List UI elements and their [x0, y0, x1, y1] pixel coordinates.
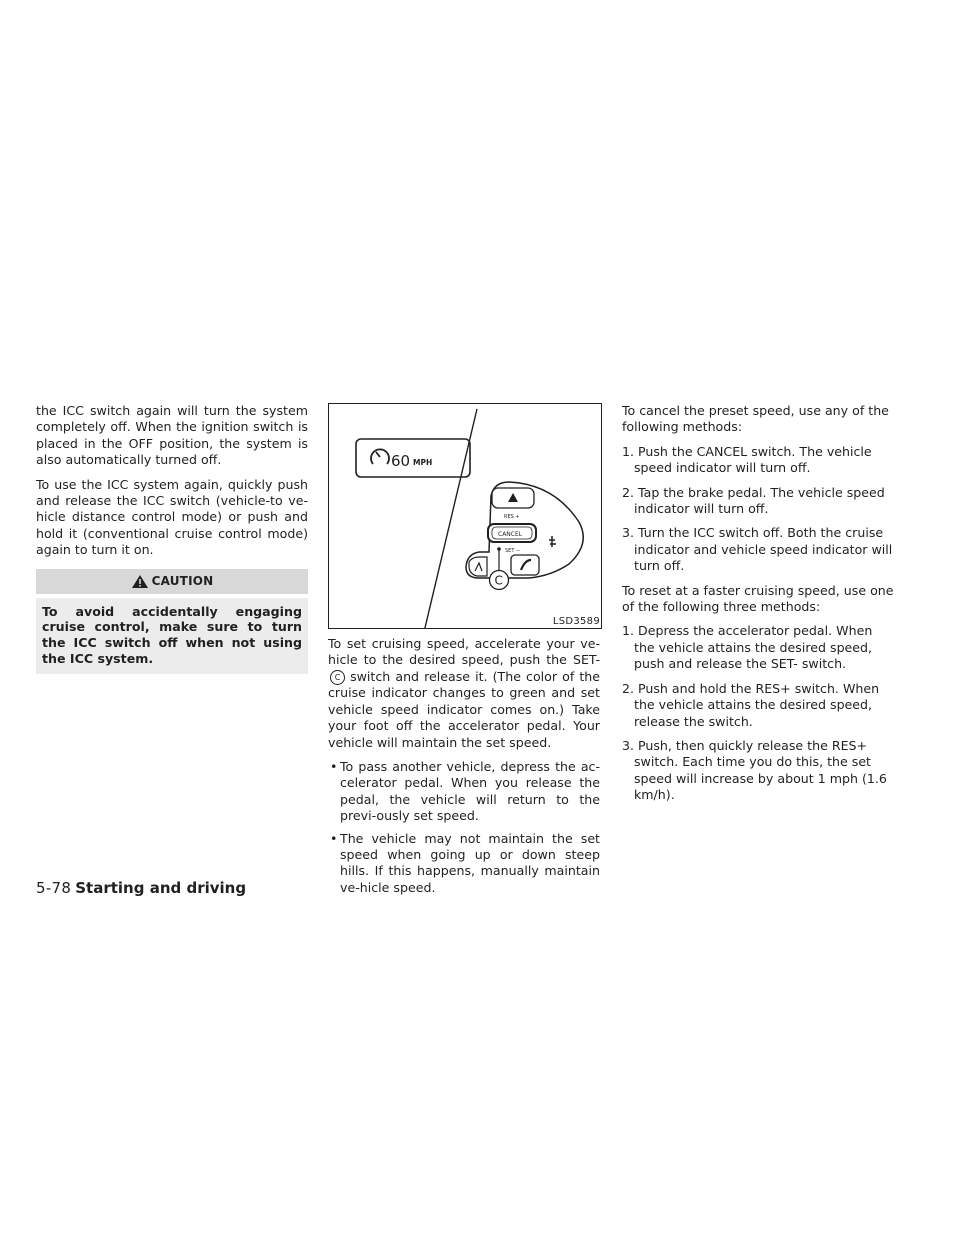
callout-label: C	[494, 573, 503, 588]
cancel-step: 1. Push the CANCEL switch. The vehicle speed indicator will turn off.	[622, 443, 872, 476]
speed-value: 60	[391, 452, 411, 470]
callout-c-marker: C	[330, 670, 345, 685]
reset-step: 3. Push, then quickly release the RES+ switch. Each time you do this, the set speed will increase by about 1 mph (1.6 km/h).	[622, 737, 887, 803]
speed-unit: MPH	[413, 458, 433, 467]
set-speed-text-b: switch and release it. (The color of the cruise indicator changes to green and set vehicle speed indicator comes on.) Take your foot off the accelerator pedal. Your vehicle will maintain the set speed.	[328, 668, 600, 750]
page-number: 5-78	[36, 879, 72, 897]
caution-title: CAUTION	[151, 573, 214, 588]
set-speed-text-a: To set cruising speed, accelerate your ve-hicle to the desired speed, push the SET-	[328, 636, 600, 668]
reset-step: 2. Push and hold the RES+ switch. When the vehicle attains the desired speed, release the switch.	[622, 680, 880, 729]
reset-step: 1. Depress the accelerator pedal. When the vehicle attains the desired speed, push and release the SET- switch.	[622, 623, 873, 672]
bullet-item: • The vehicle may not maintain the set speed when going up or down steep hills. If this happens, manually maintain ve-hicle speed.	[328, 831, 600, 897]
steering-switch-illustration	[329, 404, 601, 628]
page-footer	[36, 879, 246, 897]
set-label: SET −	[505, 548, 521, 554]
column-left	[36, 403, 308, 674]
res-label: RES +	[504, 514, 520, 520]
bullet-item: • To pass another vehicle, depress the ac-celerator pedal. When you release the pedal, the vehicle will return to the previ-ously set speed.	[328, 759, 600, 825]
column-middle	[328, 403, 600, 902]
cancel-step: 2. Tap the brake pedal. The vehicle speed indicator will turn off.	[622, 484, 885, 517]
paragraph-set-speed	[328, 636, 600, 751]
cancel-intro: To cancel the preset speed, use any of the following methods:	[622, 403, 889, 435]
figure-code: LSD3589	[552, 616, 600, 627]
cancel-step: 3. Turn the ICC switch off. Both the cruise indicator and vehicle speed indicator will turn off.	[622, 525, 893, 574]
left-lower-button	[469, 557, 487, 576]
paragraph-icc-on: To use the ICC system again, quickly push and release the ICC switch (vehicle-to ve-hicle distance control mode) or push and hold it (conventional cruise control mode) again to turn it on.	[36, 476, 308, 558]
warning-icon	[131, 574, 149, 589]
caution-header	[36, 569, 308, 594]
section-title: Starting and driving	[75, 879, 247, 897]
column-right	[622, 403, 896, 812]
phone-button	[511, 555, 539, 575]
steering-switch-figure	[328, 403, 602, 629]
paragraph-icc-off: the ICC switch again will turn the system completely off. When the ignition switch is placed in the OFF position, the system is also automatically turned off.	[36, 403, 308, 468]
caution-text: To avoid accidentally engaging cruise control, make sure to turn the ICC switch off when not using the ICC system.	[36, 598, 308, 674]
reset-intro: To reset at a faster cruising speed, use one of the following three methods:	[622, 582, 894, 615]
cancel-label: CANCEL	[498, 531, 523, 538]
